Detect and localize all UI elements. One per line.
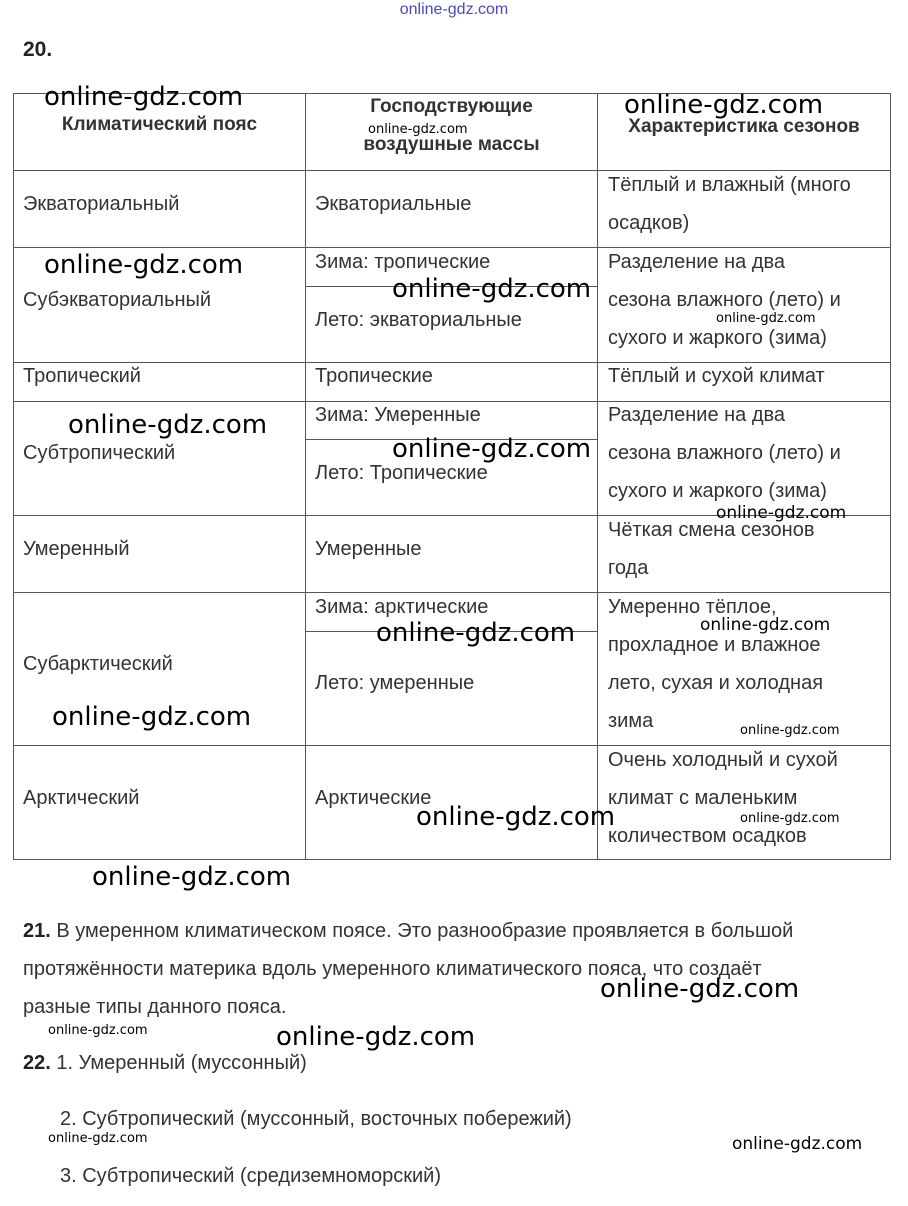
watermark: online-gdz.com [416,802,616,832]
cell-seasons-line: сухого и жаркого (зима) [608,480,827,502]
cell-seasons-line: прохладное и влажное [608,634,821,656]
cell-masses: Зима: арктические [315,596,489,618]
watermark: online-gdz.com [732,1134,863,1154]
header-seasons: Характеристика сезонов [628,116,860,137]
task-21-line: разные типы данного пояса. [23,996,287,1018]
watermark: online-gdz.com [44,82,244,112]
cell-seasons-line: сезона влажного (лето) и [608,442,841,464]
cell-masses: Лето: экваториальные [315,309,522,331]
watermark: online-gdz.com [368,122,468,137]
cell-seasons-line: Тёплый и влажный (много [608,174,851,196]
cell-seasons-line: осадков) [608,212,690,234]
watermark: online-gdz.com [48,1131,148,1146]
header-belt: Климатический пояс [61,114,258,135]
watermark: online-gdz.com [376,618,576,648]
cell-belt: Субарктический [23,653,173,675]
watermark: online-gdz.com [740,723,840,738]
cell-masses: Умеренные [315,538,422,560]
watermark: online-gdz.com [48,1023,148,1038]
task-22-item: 1. Умеренный (муссонный) [50,1052,307,1074]
cell-masses: Тропические [315,365,433,387]
watermark: online-gdz.com [716,503,847,523]
table-border-bottom [13,859,891,860]
cell-seasons-line: года [608,557,649,579]
watermark: online-gdz.com [92,862,292,892]
cell-masses: Зима: Умеренные [315,404,481,426]
task-21-line [23,912,793,950]
cell-seasons-line: Тёплый и сухой климат [608,365,825,387]
cell-masses: Лето: умеренные [315,672,475,694]
cell-belt: Субэкваториальный [23,289,212,311]
cell-seasons-line: Разделение на два [608,404,786,426]
cell-belt: Экваториальный [23,193,180,215]
watermark: online-gdz.com [392,434,592,464]
cell-seasons-line: сухого и жаркого (зима) [608,327,827,349]
cell-seasons-line: климат с маленьким [608,787,798,809]
watermark: online-gdz.com [740,811,840,826]
cell-seasons-line: зима [608,710,654,732]
watermark: online-gdz.com [392,274,592,304]
task-21-text: В умеренном климатическом поясе. Это разнообразие проявляется в большой [50,920,794,942]
watermark: online-gdz.com [624,90,824,120]
task-21-number: 21. [23,920,51,942]
watermark: online-gdz.com [700,615,831,635]
task-22-item: 2. Субтропический (муссонный, восточных побережий) [60,1108,572,1130]
cell-seasons-line: количеством осадков [608,825,807,847]
cell-belt: Арктический [23,787,140,809]
cell-seasons-line: Очень холодный и сухой [608,749,838,771]
cell-masses: Экваториальные [315,193,472,215]
task-22-number: 22. [23,1052,51,1074]
cell-seasons-line: Разделение на два [608,251,786,273]
watermark: online-gdz.com [68,410,268,440]
cell-belt: Субтропический [23,442,176,464]
header-masses-line1: Господствующие [370,96,533,117]
task-20-number: 20. [23,38,53,61]
header-masses-line2: воздушные массы [363,134,540,155]
watermark: online-gdz.com [52,702,252,732]
cell-belt: Умеренный [23,538,130,560]
watermark: online-gdz.com [44,250,244,280]
watermark: online-gdz.com [600,974,800,1004]
watermark: online-gdz.com [276,1022,476,1052]
cell-masses: Арктические [315,787,432,809]
task-21-line: протяжённости материка вдоль умеренного климатического пояса, что создаёт [23,958,762,980]
cell-seasons-line: Умеренно тёплое, [608,596,777,618]
cell-belt: Тропический [23,365,141,387]
cell-masses: Лето: Тропические [315,462,488,484]
cell-seasons-line: сезона влажного (лето) и [608,289,841,311]
cell-masses: Зима: тропические [315,251,491,273]
task-22-line [23,1044,307,1082]
task-22-item: 3. Субтропический (средиземноморский) [60,1165,442,1187]
watermark: online-gdz.com [716,311,816,326]
top-watermark: online-gdz.com [399,1,509,18]
cell-seasons-line: лето, сухая и холодная [608,672,824,694]
cell-seasons-line: Чёткая смена сезонов [608,519,815,541]
